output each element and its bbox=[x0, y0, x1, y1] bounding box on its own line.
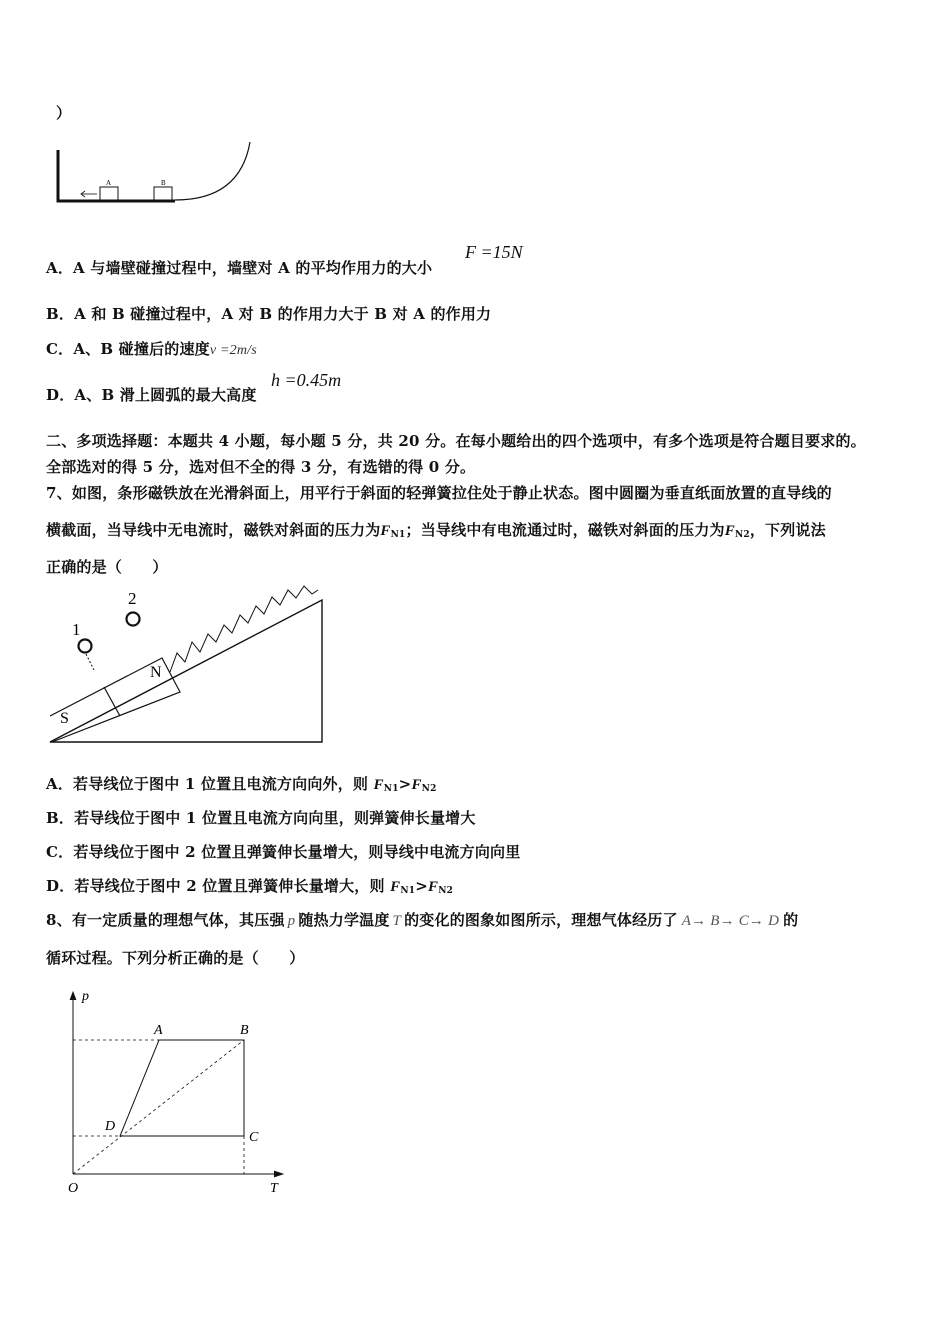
q7-option-c: C．若导线位于图中 2 位置且弹簧伸长量增大，则导线中电流方向向里 bbox=[46, 843, 521, 861]
q7-a-f1: F bbox=[373, 777, 384, 793]
q7-label-n: N bbox=[150, 664, 162, 681]
q6-block-b bbox=[154, 187, 172, 200]
q7-d-n2: N2 bbox=[438, 886, 454, 896]
q7-wire-2 bbox=[127, 613, 140, 626]
q7-n2: N2 bbox=[734, 530, 750, 540]
q7-d-n1: N1 bbox=[400, 886, 416, 896]
q6-label-a: A bbox=[106, 179, 112, 187]
q7-a-n2: N2 bbox=[421, 784, 437, 794]
q7-line3: 正确的是（ ） bbox=[46, 558, 168, 576]
q8-figure bbox=[60, 984, 300, 1199]
q7-figure bbox=[42, 584, 332, 750]
q7-a-n1: N1 bbox=[383, 784, 399, 794]
q8-line1-d: 的 bbox=[783, 911, 799, 929]
section2-line2: 全部选对的得 5 分，选对但不全的得 3 分，有选错的得 0 分。 bbox=[46, 458, 476, 476]
q7-d-gt: > bbox=[415, 877, 429, 895]
q7-label-1: 1 bbox=[72, 620, 81, 639]
q8-cycle: A→ B→ C→ D bbox=[681, 913, 780, 929]
q6-block-a bbox=[100, 187, 118, 200]
q7-f1: F bbox=[380, 523, 391, 539]
q6-option-c bbox=[46, 338, 257, 359]
q7-option-d bbox=[46, 875, 453, 896]
q7-option-d-text: D．若导线位于图中 2 位置且弹簧伸长量增大，则 bbox=[46, 877, 391, 895]
q8-label-c: C bbox=[249, 1130, 259, 1145]
q8-label-a: A bbox=[154, 1023, 163, 1038]
q8-label-d: D bbox=[105, 1119, 116, 1134]
q7-a-f2: F bbox=[411, 777, 422, 793]
q6-paren-close: ） bbox=[56, 104, 72, 122]
q8-line1 bbox=[46, 909, 798, 930]
q8-line2: 循环过程。下列分析正确的是（ ） bbox=[46, 949, 305, 967]
q6-label-b: B bbox=[161, 179, 166, 187]
q8-label-t: T bbox=[270, 1181, 278, 1196]
q7-line2-b: ；当导线中有电流通过时，磁铁对斜面的压力为 bbox=[405, 521, 725, 539]
q7-spring bbox=[170, 586, 318, 672]
q7-line2-c: ，下列说法 bbox=[749, 521, 826, 539]
q6-figure bbox=[50, 136, 260, 208]
q8-t: T bbox=[392, 913, 402, 929]
q8-label-p: p bbox=[82, 989, 89, 1004]
q6-option-d: D．A、B 滑上圆弧的最大高度 bbox=[46, 386, 257, 404]
q7-d-f1: F bbox=[390, 879, 401, 895]
q8-label-o: O bbox=[68, 1181, 79, 1196]
q6-option-c-text: C．A、B 碰撞后的速度 bbox=[46, 340, 210, 358]
q7-wire-1 bbox=[79, 640, 92, 653]
q6-option-a bbox=[46, 257, 432, 278]
q7-n1: N1 bbox=[390, 530, 406, 540]
q8-p: p bbox=[287, 913, 296, 929]
q6-arc bbox=[175, 142, 250, 200]
q7-option-b: B．若导线位于图中 1 位置且电流方向向里，则弹簧伸长量增大 bbox=[46, 809, 476, 827]
q8-diagonal bbox=[73, 1040, 244, 1174]
q6-option-c-math: v =2m/s bbox=[209, 343, 257, 358]
q7-incline bbox=[50, 600, 322, 742]
q7-label-2: 2 bbox=[128, 589, 137, 608]
q7-option-a bbox=[46, 773, 437, 794]
q7-option-a-text: A．若导线位于图中 1 位置且电流方向向外，则 bbox=[46, 775, 374, 793]
q7-a-gt: > bbox=[398, 775, 412, 793]
q8-label-b: B bbox=[240, 1023, 249, 1038]
q8-line1-b: 随热力学温度 bbox=[298, 911, 390, 929]
q7-line2-a: 横截面，当导线中无电流时，磁铁对斜面的压力为 bbox=[46, 521, 381, 539]
q7-line1: 7、如图，条形磁铁放在光滑斜面上，用平行于斜面的轻弹簧拉住处于静止状态。图中圆圈为垂直纸面放置的直导线的 bbox=[46, 484, 832, 502]
q6-option-a-text: A．A 与墙壁碰撞过程中，墙壁对 A 的平均作用力的大小 bbox=[46, 259, 433, 277]
q7-f2: F bbox=[724, 523, 735, 539]
q7-line2 bbox=[46, 519, 826, 540]
section2-line1: 二、多项选择题：本题共 4 小题，每小题 5 分，共 20 分。在每小题给出的四个选项中，有多个选项是符合题目要求的。 bbox=[46, 432, 866, 450]
q7-label-s: S bbox=[60, 710, 69, 727]
q6-option-a-math: F =15N bbox=[465, 242, 523, 262]
q8-line1-c: 的变化的图象如图所示，理想气体经历了 bbox=[404, 911, 678, 929]
q8-line1-a: 8、有一定质量的理想气体，其压强 bbox=[46, 911, 285, 929]
q7-d-f2: F bbox=[428, 879, 439, 895]
q6-option-d-math: h =0.45m bbox=[271, 370, 342, 390]
q6-option-b: B．A 和 B 碰撞过程中，A 对 B 的作用力大于 B 对 A 的作用力 bbox=[46, 305, 492, 323]
